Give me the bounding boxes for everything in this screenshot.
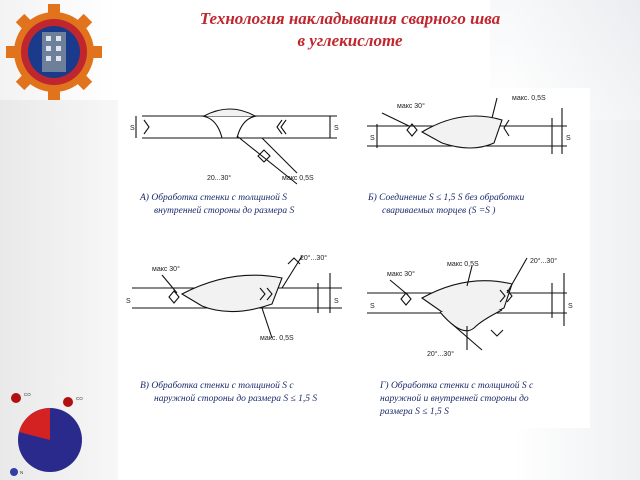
d-angle-bottom: 20°...30°	[427, 351, 455, 358]
molecule-icon	[10, 468, 18, 476]
pie-label-bl: N	[20, 470, 24, 475]
pie-label-tl: CO	[24, 392, 31, 397]
c-max-angle: макс 30°	[152, 266, 180, 273]
gas-pie-graphic	[2, 388, 102, 478]
gear-logo-icon	[4, 2, 104, 102]
d-s-right: S	[568, 303, 573, 310]
welding-figure	[122, 88, 590, 428]
d-angle-top: 20°...30°	[530, 258, 558, 265]
caption-a-line1: А) Обработка стенки с толщиной S	[140, 193, 288, 203]
molecule-icon	[11, 393, 21, 403]
a-angle: 20...30°	[207, 175, 232, 182]
b-s-right: S	[566, 135, 571, 142]
caption-d-line3: размера S ≤ 1,5 S	[380, 407, 449, 417]
title-line-1: Технология накладывания сварного шва	[199, 9, 501, 28]
a-s-right: S	[334, 125, 339, 132]
caption-b-line2: свариваемых торцев (S =S )	[382, 206, 496, 216]
caption-c-line2: наружной стороны до размера S ≤ 1,5 S	[154, 394, 318, 404]
d-max: макс 0,5S	[447, 261, 479, 268]
slide-title	[130, 8, 570, 52]
a-max: макс 0,5S	[282, 175, 314, 182]
b-s-left: S	[370, 135, 375, 142]
title-line-2: в углекислоте	[297, 31, 403, 50]
diagram-a	[136, 109, 337, 184]
caption-d-line1: Г) Обработка стенки с толщиной S с	[380, 381, 534, 391]
caption-b	[368, 192, 588, 218]
caption-b-line1: Б) Соединение S ≤ 1,5 S без обработки	[368, 193, 525, 203]
c-angle: 20°...30°	[300, 255, 328, 262]
caption-c	[140, 380, 360, 406]
molecule-icon	[63, 397, 73, 407]
b-max: макс. 0,5S	[512, 95, 546, 102]
c-s-right: S	[334, 298, 339, 305]
caption-d-line2: наружной и внутренней стороны до	[380, 394, 529, 404]
d-max-angle: макс 30°	[387, 271, 415, 278]
caption-c-line1: В) Обработка стенки с толщиной S с	[140, 381, 294, 391]
b-max-angle: макс 30°	[397, 103, 425, 110]
a-s-left: S	[130, 125, 135, 132]
c-s-left: S	[126, 298, 131, 305]
c-max: макс. 0,5S	[260, 335, 294, 342]
caption-a-line2: внутренней стороны до размера S	[154, 206, 295, 216]
caption-d	[380, 380, 590, 419]
d-s-left: S	[370, 303, 375, 310]
caption-a	[140, 192, 355, 218]
pie-label-tr: CO	[76, 396, 83, 401]
welding-diagrams	[122, 88, 590, 428]
